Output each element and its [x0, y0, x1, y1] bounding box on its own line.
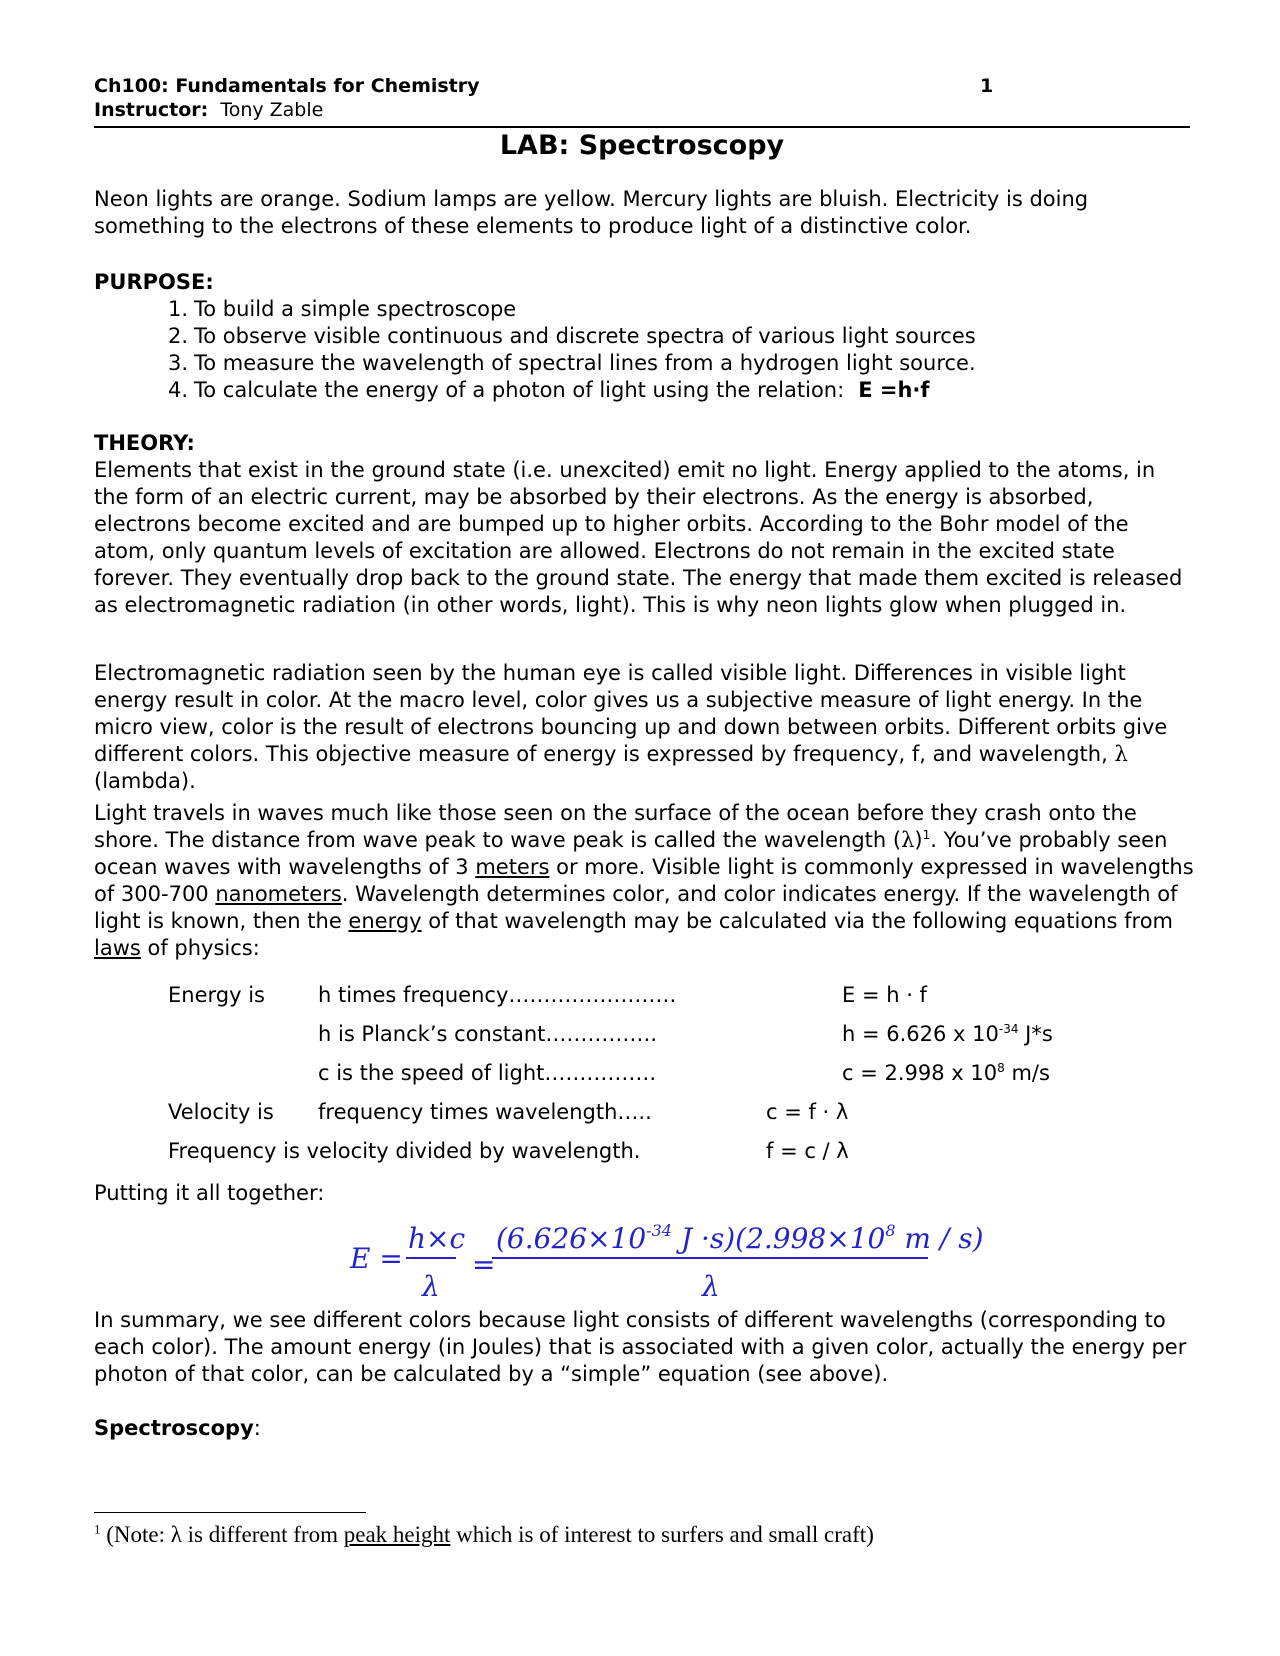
theory-paragraph-1: Elements that exist in the ground state (i.e. unexcited) emit no light. Energy applied to the atoms, in the form of an electric current, may be absorbed by their electrons. As the energy is absorbed, electrons become excited and are bumped up to higher orbits. According to the Bohr model of the atom, only quantum levels of excitation are allowed. Electrons do not remain in the excited state forever. They eventually drop back to the ground state. The energy that made them excited is released as electromagnetic radiation (in other words, light). This is why neon lights glow when plugged in. — [94, 458, 1183, 617]
nanometers-link[interactable]: nanometers — [215, 882, 342, 906]
laws-link[interactable]: laws — [94, 936, 141, 960]
footnote-text: is different from — [181, 1522, 344, 1547]
formula-text: c = 2.998 x 10 — [842, 1061, 998, 1085]
footnote-text: which is of interest to surfers and small craft) — [450, 1522, 874, 1547]
theory-paragraph-2 — [94, 660, 1194, 795]
list-item-text: To build a simple spectroscope — [194, 297, 517, 321]
formula-lhs: E = — [350, 1242, 403, 1275]
exponent: 8 — [997, 1061, 1005, 1075]
equation-formula: E = h · f — [842, 983, 927, 1007]
formula-denominator-1: λ — [422, 1270, 440, 1303]
formula-text: (6.626×10 — [496, 1222, 647, 1255]
exponent: 8 — [885, 1221, 896, 1240]
formula-numerator-1: h×c — [408, 1222, 466, 1255]
list-item-text: To measure the wavelength of spectral lines from a hydrogen light source. — [194, 351, 976, 375]
instructor-name: Tony Zable — [220, 99, 324, 121]
paragraph-text: of that wavelength may be calculated via the following equations from — [421, 909, 1173, 933]
list-item-number: 3. — [168, 351, 189, 375]
page-header — [94, 74, 1190, 122]
paragraph-text: ) — [914, 828, 923, 852]
footnote-mark: 1 — [94, 1521, 101, 1537]
equation-formula: f = c / λ — [766, 1139, 849, 1163]
paragraph-text: of physics: — [140, 936, 260, 960]
equation-formula — [842, 1060, 1050, 1087]
page-title: LAB: Spectroscopy — [499, 130, 785, 161]
list-item-text: To calculate the energy of a photon of light using the relation: — [194, 378, 845, 402]
paragraph-text: . You’ve probably seen ocean waves with wavelengths of 3 — [94, 828, 1168, 879]
purpose-list — [168, 296, 976, 404]
heading-text: Spectroscopy — [94, 1416, 254, 1440]
footnote-reference[interactable]: 1 — [922, 828, 931, 842]
equation-term: Frequency is velocity divided by wavelength. — [168, 1139, 641, 1163]
equation-term: Energy is — [168, 983, 265, 1007]
list-item-number: 4. — [168, 378, 189, 402]
formula-equals: = — [472, 1248, 496, 1281]
exponent: -34 — [646, 1221, 672, 1240]
equation-term: Velocity is — [168, 1100, 274, 1124]
page-number: 1 — [980, 75, 994, 97]
theory-heading: THEORY: — [94, 431, 195, 455]
summary-paragraph: In summary, we see different colors because light consists of different wavelengths (corresponding to each color). The amount energy (in Joules) that is associated with a given color, actually the energy per photon of that color, can be calculated by a “simple” equation (see above). — [94, 1308, 1187, 1386]
list-item-number: 1. — [168, 297, 189, 321]
list-item — [168, 323, 976, 350]
paragraph-text: Electromagnetic radiation seen by the human eye is called visible light. Differences in visible light energy result in color. At the macro level, color gives us a subjective measure of light energy. In the micro view, color is the result of electrons bouncing up and down between orbits. Different orbits give different colors. This objective measure of energy is expressed by frequency, f, and wavelength, — [94, 661, 1168, 766]
instructor-line — [94, 98, 1190, 122]
course-title: Ch100: Fundamentals for Chemistry — [94, 75, 480, 97]
heading-colon: : — [253, 1416, 261, 1440]
equation-formula: c = f · λ — [766, 1100, 849, 1124]
theory-paragraph-3 — [94, 800, 1194, 962]
formula-text: m / s) — [895, 1222, 984, 1255]
list-item-text: To observe visible continuous and discrete spectra of various light sources — [194, 324, 976, 348]
formula-numerator-2 — [496, 1221, 984, 1255]
intro-paragraph: Neon lights are orange. Sodium lamps are yellow. Mercury lights are bluish. Electricity is doing something to the electrons of these elements to produce light of a distinctive color. — [94, 187, 1089, 238]
formula-text: J*s — [1018, 1022, 1053, 1046]
list-item — [168, 350, 976, 377]
paragraph-text: . Wavelength determines color, and color indicates energy. If the wavelength of light is known, then the — [94, 882, 1178, 933]
exponent: -34 — [998, 1022, 1019, 1036]
formula-text: h = 6.626 x 10 — [842, 1022, 999, 1046]
list-item — [168, 296, 976, 323]
energy-formula — [350, 1218, 984, 1303]
lambda-symbol: λ — [1114, 742, 1128, 766]
paragraph-text: Light travels in waves much like those seen on the surface of the ocean before they crash onto the shore. The distance from wave peak to wave peak is called the wavelength ( — [94, 801, 1137, 852]
list-item-number: 2. — [168, 324, 189, 348]
equation-description: c is the speed of light……………. — [318, 1061, 657, 1085]
meters-link[interactable]: meters — [475, 855, 550, 879]
energy-relation: E =h·f — [858, 378, 930, 402]
formula-text: J ·s)(2.998×10 — [671, 1222, 886, 1255]
energy-link[interactable]: energy — [348, 909, 422, 933]
equation-formula — [842, 1021, 1053, 1048]
peak-height-link[interactable]: peak height — [343, 1522, 451, 1547]
paragraph-text: (lambda). — [94, 769, 196, 793]
formula-text: m/s — [1004, 1061, 1050, 1085]
purpose-heading: PURPOSE: — [94, 270, 214, 294]
lambda-symbol: λ — [170, 1522, 182, 1547]
spectroscopy-heading — [94, 1415, 1194, 1442]
equation-description: h is Planck’s constant……………. — [318, 1022, 658, 1046]
together-label: Putting it all together: — [94, 1181, 325, 1205]
instructor-label: Instructor: — [94, 99, 209, 121]
lambda-symbol: λ — [901, 828, 915, 852]
footnote-divider — [94, 1512, 366, 1513]
footnote — [94, 1520, 874, 1550]
paragraph-text: or more. Visible light is commonly expressed in wavelengths of 300-700 — [94, 855, 1194, 906]
equation-description: h times frequency…………………… — [318, 983, 677, 1007]
list-item — [168, 377, 976, 404]
equation-description: frequency times wavelength….. — [318, 1100, 652, 1124]
footnote-text: (Note: — [100, 1522, 171, 1547]
formula-denominator-2: λ — [702, 1270, 720, 1303]
